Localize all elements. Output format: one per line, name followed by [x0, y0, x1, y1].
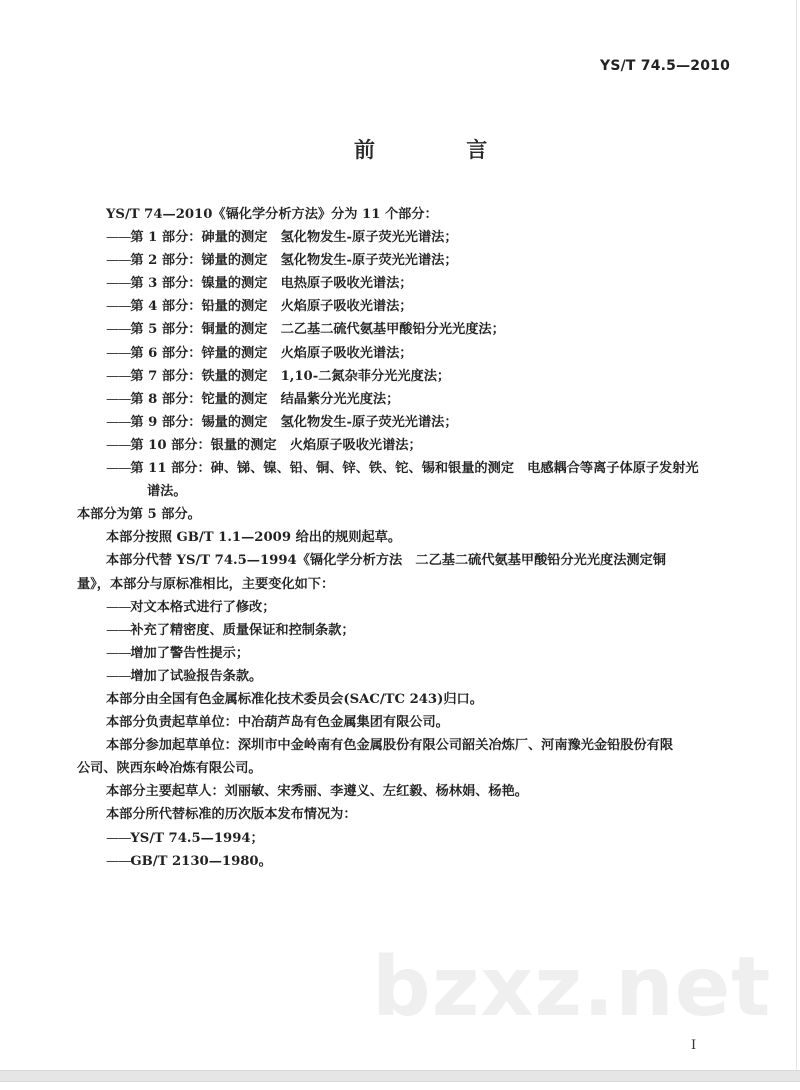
intro-paragraph: YS/T 74—2010《镉化学分析方法》分为 11 个部分： [106, 207, 438, 222]
dash: —— [106, 391, 131, 407]
part-text: 第 11 部分：砷、锑、镍、铅、铜、锌、铁、铊、锡和银量的测定 电感耦合等离子体原子发射光 [130, 461, 699, 477]
replaces-paragraph-line1: 本部分代替 YS/T 74.5—1994《镉化学分析方法 二乙基二硫代氨基甲酸铅分光光度法测定铜 [106, 553, 666, 569]
change-list-item [77, 596, 737, 619]
part-text: 第 7 部分：铁量的测定 1,10-二氮杂菲分光光度法； [130, 368, 451, 384]
part-text: 第 5 部分：铜量的测定 二乙基二硫代氨基甲酸铅分光光度法； [130, 322, 505, 338]
part-list-item [77, 365, 737, 388]
part-list-item [77, 249, 737, 272]
dash: —— [106, 461, 131, 477]
page-title: 前 言 [354, 138, 530, 162]
part-text: 第 2 部分：锑量的测定 氢化物发生-原子荧光光谱法； [130, 253, 458, 269]
dash: —— [106, 830, 131, 846]
history-list-item [77, 827, 737, 850]
part-list-item [77, 411, 737, 434]
dash: —— [106, 668, 131, 684]
responsible-drafter-paragraph: 本部分负责起草单位：中冶葫芦岛有色金属集团有限公司。 [106, 715, 449, 731]
part-text: 第 8 部分：铊量的测定 结晶紫分光光度法； [130, 391, 400, 407]
part-list-item [77, 226, 737, 249]
part-text: 第 10 部分：银量的测定 火焰原子吸收光谱法； [130, 437, 422, 453]
change-text: 补充了精密度、质量保证和控制条款； [130, 622, 355, 638]
part-list-item [77, 295, 737, 318]
part-list-item [77, 342, 737, 365]
dash: —— [106, 414, 131, 430]
dash: —— [106, 622, 131, 638]
dash: —— [106, 299, 131, 315]
part-list-item [77, 318, 737, 341]
history-intro-paragraph: 本部分所代替标准的历次版本发布情况为： [106, 807, 357, 823]
change-list-item [77, 619, 737, 642]
history-list-item [77, 850, 737, 873]
dash: —— [106, 276, 131, 292]
replaces-paragraph-line2: 量》，本部分与原标准相比，主要变化如下： [77, 576, 335, 592]
dash: —— [106, 645, 131, 661]
part-text: 第 4 部分：铅量的测定 火焰原子吸收光谱法； [130, 299, 413, 315]
part-text: 第 3 部分：镍量的测定 电热原子吸收光谱法； [130, 276, 413, 292]
part-text: 第 9 部分：锡量的测定 氢化物发生-原子荧光光谱法； [130, 414, 458, 430]
dash: —— [106, 230, 131, 246]
this-part-paragraph: 本部分为第 5 部分。 [77, 507, 201, 523]
standard-code-header: YS/T 74.5—2010 [600, 58, 731, 74]
part-list-item [77, 388, 737, 411]
dash: —— [106, 322, 131, 338]
drafting-rules-paragraph: 本部分按照 GB/T 1.1—2009 给出的规则起草。 [106, 530, 402, 546]
change-text: 增加了警告性提示； [130, 645, 250, 661]
part-list-item-11 [77, 457, 737, 480]
participating-drafters-line1: 本部分参加起草单位：深圳市中金岭南有色金属股份有限公司韶关冶炼厂、河南豫光金铅股份有限 [106, 738, 674, 754]
part-text: 第 6 部分：锌量的测定 火焰原子吸收光谱法； [130, 345, 413, 361]
dash: —— [106, 368, 131, 384]
dash: —— [106, 437, 131, 453]
dash: —— [106, 345, 131, 361]
change-text: 对文本格式进行了修改； [130, 599, 276, 615]
part-text: 第 1 部分：砷量的测定 氢化物发生-原子荧光光谱法； [130, 230, 458, 246]
part-list-item [77, 434, 737, 457]
part-list-item-11-continuation: 谱法。 [147, 484, 187, 500]
watermark: bzxz.net [372, 940, 772, 1035]
dash: —— [106, 253, 131, 269]
change-text: 增加了试验报告条款。 [130, 668, 263, 684]
participating-drafters-line2: 公司、陕西东岭冶炼有限公司。 [77, 761, 262, 777]
history-text: YS/T 74.5—1994； [130, 830, 264, 846]
change-list-item [77, 665, 737, 688]
page-separator [0, 1070, 800, 1082]
history-text: GB/T 2130—1980。 [130, 853, 272, 869]
page-number: I [691, 1038, 697, 1053]
dash: —— [106, 599, 131, 615]
centralized-by-paragraph: 本部分由全国有色金属标准化技术委员会(SAC/TC 243)归口。 [106, 691, 483, 707]
change-list-item [77, 642, 737, 665]
main-drafters-paragraph: 本部分主要起草人：刘丽敏、宋秀丽、李遵义、左红毅、杨林娟、杨艳。 [106, 784, 528, 800]
part-list-item [77, 272, 737, 295]
dash: —— [106, 853, 131, 869]
foreword-body [77, 203, 737, 873]
